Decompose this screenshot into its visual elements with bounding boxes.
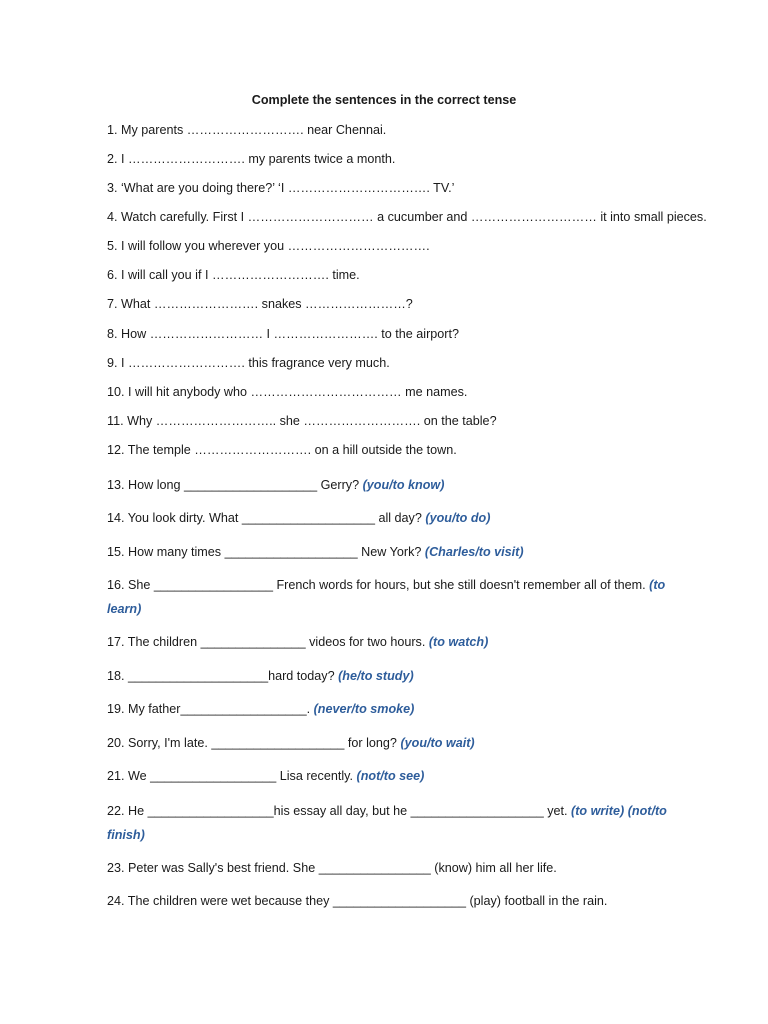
- item-text: 6. I will call you if I ………………………. time.: [107, 268, 360, 282]
- exercise-item-12: [107, 442, 667, 458]
- item-text: 21. We __________________ Lisa recently.: [107, 769, 354, 783]
- item-text: 3. ‘What are you doing there?’ ‘I ……………………………. TV.’: [107, 181, 455, 195]
- item-text: 5. I will follow you wherever you …………………………….: [107, 239, 430, 253]
- item-text: 19. My father__________________.: [107, 702, 311, 716]
- item-text: 10. I will hit anybody who ……………………………… me names.: [107, 385, 468, 399]
- exercise-item-23: [107, 860, 667, 876]
- exercise-item-10: [107, 384, 667, 400]
- page-title: Complete the sentences in the correct tense: [251, 93, 517, 107]
- verb-hint: (Charles/to visit): [424, 545, 524, 559]
- exercise-item-20: [107, 735, 667, 751]
- item-text: 14. You look dirty. What ___________________ all day?: [107, 511, 422, 525]
- item-text: 17. The children _______________ videos for two hours.: [107, 635, 426, 649]
- item-text: 18. ____________________hard today?: [107, 669, 335, 683]
- exercise-item-19: [107, 701, 667, 717]
- verb-hint: (you/to know): [362, 478, 445, 492]
- item-text: 24. The children were wet because they ___________________ (play) football in the rain.: [107, 894, 608, 908]
- verb-hint: (not/to see): [356, 769, 425, 783]
- exercise-item-11: [107, 413, 667, 429]
- verb-hint: (to learn): [107, 578, 666, 616]
- verb-hint: (you/to wait): [400, 736, 475, 750]
- exercise-item-1: [107, 122, 667, 138]
- verb-hint: (to watch): [428, 635, 489, 649]
- item-text: 8. How ……………………… I ……………………. to the airport?: [107, 327, 459, 341]
- exercise-item-15: [107, 544, 667, 560]
- exercise-item-6: [107, 267, 667, 283]
- item-text: 1. My parents ………………………. near Chennai.: [107, 123, 387, 137]
- item-text: 20. Sorry, I'm late. ___________________ for long?: [107, 736, 397, 750]
- exercise-item-2: [107, 151, 667, 167]
- exercise-item-18: [107, 668, 667, 684]
- verb-hint: (you/to do): [425, 511, 491, 525]
- item-text: 22. He __________________his essay all day, but he ___________________ yet.: [107, 804, 568, 818]
- exercise-item-7: [107, 296, 667, 312]
- exercise-item-9: [107, 355, 667, 371]
- exercise-item-21: [107, 768, 667, 784]
- item-text: 11. Why ……………………….. she ………………………. on the table?: [107, 414, 497, 428]
- exercise-item-4: [107, 209, 707, 225]
- exercise-item-22: [107, 799, 667, 847]
- verb-hint: (to write) (not/to finish): [107, 804, 667, 842]
- item-text: 4. Watch carefully. First I ………………………… a cucumber and ………………………… it into small pieces.: [107, 210, 707, 224]
- item-text: 13. How long ___________________ Gerry?: [107, 478, 360, 492]
- verb-hint: (he/to study): [338, 669, 414, 683]
- item-text: 2. I ………………………. my parents twice a month.: [107, 152, 396, 166]
- item-text: 7. What ……………………. snakes ……………………?: [107, 297, 413, 311]
- exercise-item-8: [107, 326, 667, 342]
- item-text: 12. The temple ………………………. on a hill outside the town.: [107, 443, 457, 457]
- item-text: 15. How many times ___________________ New York?: [107, 545, 422, 559]
- exercise-item-16: [107, 573, 667, 621]
- item-text: 23. Peter was Sally's best friend. She ________________ (know) him all her life.: [107, 861, 557, 875]
- exercise-item-3: [107, 180, 667, 196]
- verb-hint: (never/to smoke): [313, 702, 415, 716]
- exercise-item-5: [107, 238, 667, 254]
- item-text: 16. She _________________ French words for hours, but she still doesn't remember all of them.: [107, 578, 646, 592]
- exercise-item-13: [107, 477, 667, 493]
- exercise-item-24: [107, 893, 667, 909]
- item-text: 9. I ………………………. this fragrance very much.: [107, 356, 390, 370]
- exercise-item-17: [107, 634, 667, 650]
- exercise-item-14: [107, 510, 667, 526]
